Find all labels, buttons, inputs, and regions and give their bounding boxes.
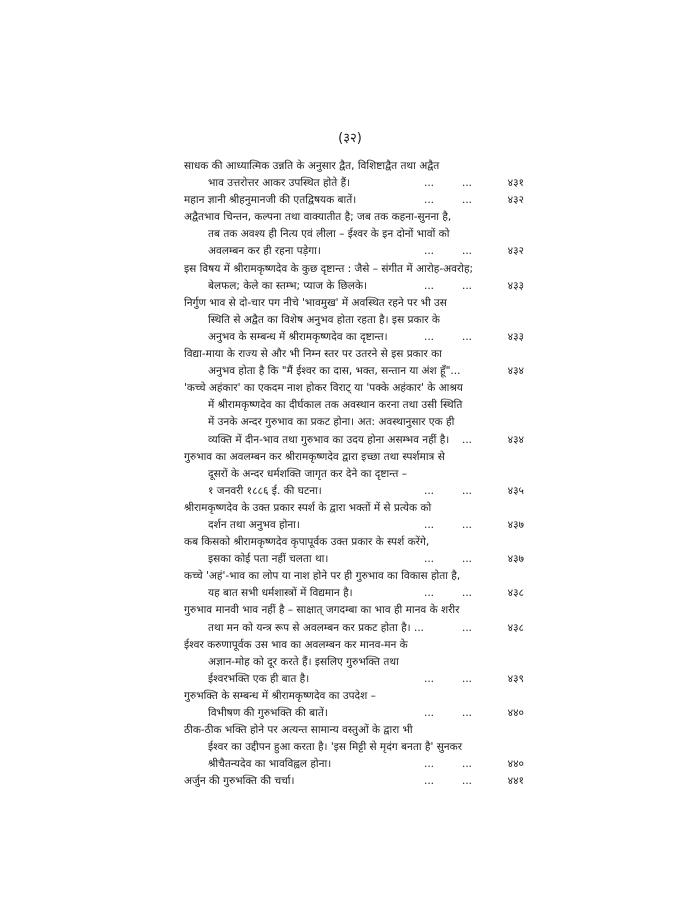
toc-entry-text: गुरुभाव मानवी भाव नहीं है – साक्षात् जगदम्बा का भाव ही मानव के शरीर (184, 604, 460, 617)
toc-entry-text: बेलफल; केले का स्तम्भ; प्याज के छिलके। (208, 279, 368, 292)
toc-entry-text: ईश्वर करुणापूर्वक उस भाव का अवलम्बन कर मानव-मन के (184, 638, 408, 651)
toc-entry-line (184, 534, 524, 551)
toc-entry (184, 261, 524, 295)
toc-entry-text: निर्गुण भाव से दो-चार पग नीचे 'भावमुख' में अवस्थित रहने पर भी उस (184, 296, 447, 309)
toc-entry (184, 346, 524, 380)
toc-entry-line (184, 312, 524, 329)
toc-page-number: ४३८ (507, 587, 524, 600)
toc-entry-text: गुरुभाव का अवलम्बन कर श्रीरामकृष्णदेव द्वारा इच्छा तथा स्पर्शमात्र से (184, 450, 445, 463)
toc-page-number: ४३४ (507, 365, 524, 378)
toc-entry-text: में श्रीरामकृष्णदेव का दीर्घकाल तक अवस्थान करना तथा उसी स्थिति (208, 399, 463, 412)
toc-entry-text: कब किसको श्रीरामकृष्णदेव कृपापूर्वक उक्त प्रकार के स्पर्श करेंगे, (184, 536, 430, 549)
toc-entry (184, 158, 524, 192)
toc-page-number: ४३७ (507, 553, 524, 566)
dot-leader: ... (424, 194, 435, 207)
toc-page-number: ४४० (507, 707, 524, 719)
toc-page-number: ४३८ (507, 621, 524, 634)
toc-entry-line (184, 449, 524, 466)
toc-entry-line (184, 397, 524, 414)
toc-entry-line (184, 654, 524, 671)
toc-entry-text: ईश्वरभक्ति एक ही बात है। (208, 672, 310, 685)
toc-entry (184, 602, 524, 636)
toc-entry-line (184, 414, 524, 431)
toc-entry-text: इसका कोई पता नहीं चलता था। (208, 553, 329, 566)
toc-entry-line (184, 517, 524, 534)
toc-entry-text: अर्जुन की गुरुभक्ति की चर्चा। (184, 775, 295, 788)
toc-entry-line (184, 756, 524, 773)
toc-entry-text: महान ज्ञानी श्रीहनुमानजी की एतद्विषयक बातें। (184, 194, 357, 207)
toc-entry-text: गुरुभक्ति के सम्बन्ध में श्रीरामकृष्णदेव का उपदेश – (184, 689, 376, 702)
dot-leader: ... (424, 484, 435, 497)
toc-entry-line (184, 620, 524, 637)
toc-entry-text: दर्शन तथा अनुभव होना। (208, 518, 300, 531)
toc-entry-line (184, 773, 524, 790)
dot-leader: ... (462, 707, 473, 719)
toc-entry-text: अवलम्बन कर ही रहना पड़ेगा। (208, 245, 321, 258)
toc-entry-line (184, 363, 524, 380)
toc-entry-line (184, 261, 524, 278)
toc-entry-line (184, 705, 524, 722)
toc-page-number: ४३७ (507, 518, 524, 531)
dot-leader: ... (424, 758, 435, 771)
toc-entry (184, 534, 524, 568)
toc-entry-text: में उनके अन्दर गुरुभाव का प्रकट होना। अत: अवस्थानुसार एक ही (208, 416, 455, 429)
toc-page-number: ४३३ (507, 330, 524, 343)
dot-leader: ... (462, 518, 473, 531)
toc-entry-text: अज्ञान-मोह को दूर करते हैं। इसलिए गुरुभक्ति तथा (208, 655, 399, 668)
dot-leader: ... (462, 553, 473, 566)
toc-entry-line (184, 192, 524, 209)
toc-entry-line (184, 688, 524, 705)
dot-leader: ... (424, 245, 435, 258)
toc-entry-line (184, 500, 524, 517)
toc-entry-line (184, 568, 524, 585)
toc-entry-text: श्रीरामकृष्णदेव के उक्त प्रकार स्पर्श के द्वारा भक्तों में से प्रत्येक को (184, 501, 432, 514)
toc-entry (184, 568, 524, 602)
toc-entry-text: अद्वैतभाव चिन्तन, कल्पना तथा वाक्यातीत है; जब तक कहना-सुनना है, (184, 211, 452, 224)
toc-entry-line (184, 209, 524, 226)
toc-entry (184, 192, 524, 209)
toc-entry-line (184, 226, 524, 243)
dot-leader: ... (462, 194, 473, 207)
dot-leader: ... (424, 330, 435, 343)
toc-page-number: ४३१ (507, 177, 524, 190)
toc-entry-text: इस विषय में श्रीरामकृष्णदेव के कुछ दृष्टान्त : जैसे – संगीत में आरोह-अवरोह; (184, 262, 474, 275)
toc-entry-text: अनुभव के सम्बन्ध में श्रीरामकृष्णदेव का दृष्टान्त। (208, 330, 388, 343)
table-of-contents (184, 158, 524, 790)
toc-entry-text: विभीषण की गुरुभक्ति की बातें। (208, 707, 328, 719)
dot-leader: ... (462, 587, 473, 600)
toc-entry-line (184, 551, 524, 568)
dot-leader: ... (462, 775, 473, 788)
dot-leader: ... (424, 553, 435, 566)
toc-entry-line (184, 329, 524, 346)
toc-entry (184, 380, 524, 448)
dot-leader: ... (462, 621, 473, 634)
toc-entry-line (184, 722, 524, 739)
toc-entry-text: व्यक्ति में दीन-भाव तथा गुरुभाव का उदय होना असम्भव नहीं है। (208, 433, 450, 446)
toc-entry-text: भाव उत्तरोत्तर आकर उपस्थित होते हैं। (208, 177, 351, 190)
dot-leader: ... (462, 279, 473, 292)
toc-entry-line (184, 432, 524, 449)
toc-entry (184, 773, 524, 790)
toc-entry-text: स्थिति से अद्वैत का विशेष अनुभव होता रहता है। इस प्रकार के (208, 313, 440, 326)
dot-leader: ... (424, 279, 435, 292)
toc-entry-text: तब तक अवश्य ही नित्य एवं लीला – ईश्वर के इन दोनों भावों को (208, 228, 450, 241)
toc-entry-text: यह बात सभी धर्मशास्त्रों में विद्यमान है। (208, 587, 353, 600)
toc-entry-line (184, 278, 524, 295)
toc-entry-text: कच्चे 'अहं'-भाव का लोप या नाश होने पर ही गुरुभाव का विकास होता है, (184, 570, 461, 583)
toc-page-number: ४३४ (507, 433, 524, 446)
toc-entry-text: अनुभव होता है कि "मैं ईश्वर का दास, भक्त, सन्तान या अंश हूँ"... (208, 365, 461, 378)
toc-entry-line (184, 671, 524, 688)
toc-entry-line (184, 158, 524, 175)
dot-leader: ... (424, 775, 435, 788)
page-number: (३२) (338, 131, 362, 146)
toc-entry-line (184, 466, 524, 483)
toc-page-number: ४३९ (507, 672, 524, 685)
toc-entry-line (184, 346, 524, 363)
toc-page-number: ४३३ (507, 279, 524, 292)
dot-leader: ... (424, 177, 435, 190)
toc-page-number: ४३२ (507, 194, 524, 207)
toc-entry (184, 295, 524, 346)
toc-entry-line (184, 175, 524, 192)
toc-page-number: ४३२ (507, 245, 524, 258)
toc-entry-text: 'कच्चे अहंकार' का एकदम नाश होकर विराट् या 'पक्के अहंकार' के आश्रय (184, 382, 463, 395)
toc-entry-text: दूसरों के अन्दर धर्मशक्ति जागृत कर देने का दृष्टान्त – (208, 467, 407, 480)
toc-entry (184, 500, 524, 534)
dot-leader: ... (424, 707, 435, 719)
toc-entry-text: साधक की आध्यात्मिक उन्नति के अनुसार द्वैत, विशिष्टाद्वैत तथा अद्वैत (184, 160, 440, 172)
toc-page-number: ४४१ (507, 775, 524, 788)
toc-entry-text: विद्या-माया के राज्य से और भी निम्न स्तर पर उतरने से इस प्रकार का (184, 348, 442, 361)
toc-entry-text: ठीक-ठीक भक्ति होने पर अत्यन्त सामान्य वस्तुओं के द्वारा भी (184, 724, 413, 737)
toc-entry-text: ईश्वर का उद्दीपन हुआ करता है। 'इस मिट्टी से मृदंग बनता है' सुनकर (208, 741, 462, 754)
dot-leader: ... (462, 245, 473, 258)
toc-entry (184, 688, 524, 722)
toc-entry-line (184, 602, 524, 619)
toc-entry-text: तथा मन को यन्त्र रूप से अवलम्बन कर प्रकट होता है। ... (208, 621, 425, 634)
toc-entry-line (184, 637, 524, 654)
dot-leader: ... (462, 484, 473, 497)
dot-leader: ... (424, 587, 435, 600)
dot-leader: ... (462, 177, 473, 190)
dot-leader: ... (424, 672, 435, 685)
toc-entry-line (184, 380, 524, 397)
toc-entry (184, 722, 524, 773)
toc-entry-text: १ जनवरी १८८६ ई. की घटना। (208, 484, 322, 497)
dot-leader: ... (462, 330, 473, 343)
toc-entry-line (184, 295, 524, 312)
toc-entry-line (184, 739, 524, 756)
dot-leader: ... (462, 433, 473, 446)
toc-entry-line (184, 243, 524, 260)
toc-entry (184, 209, 524, 260)
toc-page-number: ४४० (507, 758, 524, 771)
toc-entry (184, 637, 524, 688)
dot-leader: ... (424, 518, 435, 531)
dot-leader: ... (462, 758, 473, 771)
toc-entry-line (184, 483, 524, 500)
toc-page-number: ४३५ (507, 484, 524, 497)
toc-entry-text: श्रीचैतन्यदेव का भावविह्वल होना। (208, 758, 332, 771)
dot-leader: ... (462, 672, 473, 685)
toc-entry (184, 449, 524, 500)
toc-entry-line (184, 585, 524, 602)
